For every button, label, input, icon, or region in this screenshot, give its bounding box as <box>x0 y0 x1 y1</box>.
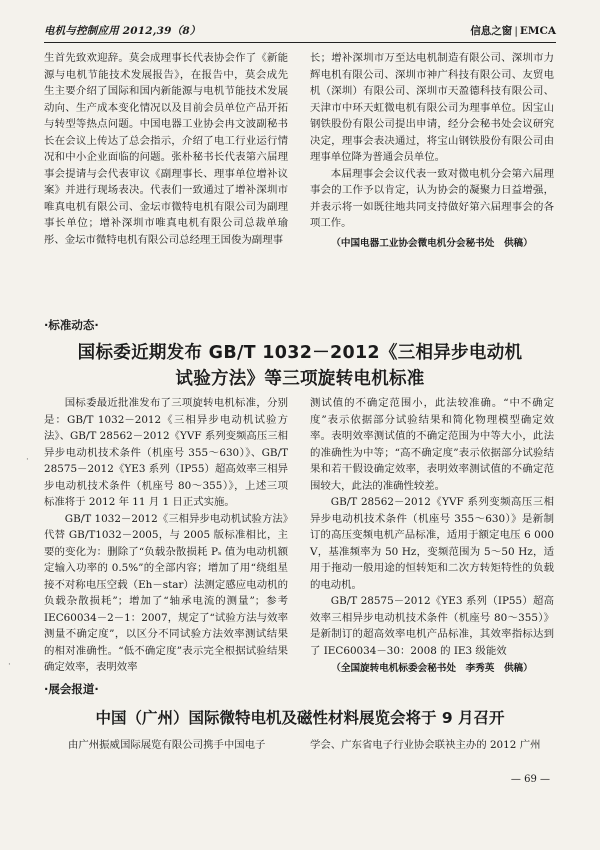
standards-paragraph-1: 国标委最近批准发布了三项旋转电机标准，分别是：GB/T 1032－2012《三相异步电动机试验方法》、GB/T 28562－2012《YVF 系列变频高压三相异步电动机技术条件（机座号 355～630）》、GB/T 28575－2012《YE3 系列（IP55）超高效率三相异步电动机技术条件（机座号 80～355）》，上述三项标准将于 2012 年 11 月 1 日正式实施。 <box>44 397 288 508</box>
page-number: — 69 — <box>510 774 550 785</box>
standards-signature: （全国旋转电机标委会秘书处 李秀英 供稿） <box>331 663 533 674</box>
section-label-exhibition: ·展会报道· <box>44 682 99 696</box>
standards-left-column <box>44 395 288 676</box>
margin-dot: · <box>8 660 11 670</box>
article1-right-column <box>310 50 554 252</box>
journal-abbreviation: EMCA <box>519 25 556 37</box>
exhibition-right-text: 学会、广东省电子行业协会联袂主办的 2012 广州 <box>310 739 541 751</box>
section-name: 信息之窗 <box>470 25 513 37</box>
journal-citation: 电机与控制应用 2012,39（8） <box>44 25 201 37</box>
exhibition-headline: 中国（广州）国际微特电机及磁性材料展览会将于 9 月召开 <box>95 709 505 727</box>
standards-paragraph-2: GB/T 1032－2012《三相异步电动机试验方法》代替 GB/T1032－2005，与 2005 版标准相比，主要的变化为：删除了“负载杂散损耗 Pₛ 值为电动机额定输入功率的 0.5%”的全部内容；增加了用“绕组星接不对称电压空载（Eh－star）法测定感应电动机的负载杂散损耗”；增加了“轴承电流的测量”；参考 IEC60034－2－1：2007，规定了“试验方法与效率测量不确定度”，以区分不同试验方法效率测试结果的相对准确性。“低不确定度”表示完全根据试验结果确定效率，表明效率 <box>44 512 288 673</box>
headline-line-2: 试验方法》等三项旋转电机标准 <box>175 369 425 389</box>
standards-right-column <box>310 395 554 678</box>
standards-paragraph-3: 测试值的不确定范围小，此法较准确。“中不确定度”表示依据部分试验结果和简化物理模型确定效率。表明效率测试值的不确定范围为中等大小，此法的准确性为中等；“高不确定度”表示依据部分试验结果和若干假设确定效率，表明效率测试值的不确定范围较大，此法的准确性较差。 <box>310 397 554 492</box>
standards-paragraph-5: GB/T 28575－2012《YE3 系列（IP55）超高效率三相异步电动机技术条件（机座号 80～355）》是新制订的超高效率电机产品标准，其效率指标达到了 IEC60034－30：2008 的 IE3 级能效 <box>310 595 554 657</box>
article1-signature: （中国电器工业协会微电机分会秘书处 供稿） <box>331 237 533 249</box>
running-header <box>44 20 556 43</box>
section-tag <box>470 23 556 38</box>
article1-closing-paragraph: 本届理事会会议代表一致对微电机分会第六届理事会的工作予以肯定，认为协会的凝聚力日益增强，并表示将一如既往地共同支持做好第六届理事会的各项工作。 <box>310 167 554 229</box>
headline-line-1: 国标委近期发布 GB/T 1032－2012《三相异步电动机 <box>77 343 523 363</box>
header-separator: | <box>514 25 518 37</box>
standards-headline <box>60 340 540 392</box>
article1-right-text: 长；增补深圳市万至达电机制造有限公司、深圳市力辉电机有限公司、深圳市神广科技有限公司、友贸电机（深圳）有限公司、深圳市天盈德科技有限公司、天津市中环天虹微电机有限公司为理事单位。因宝山钢铁股份有限公司提出申请，经分会秘书处会议研究决定，理事会表决通过，将宝山钢铁股份有限公司由理事单位降为普通会员单位。 <box>310 52 554 163</box>
margin-dot: · <box>26 455 29 465</box>
standards-paragraph-4: GB/T 28562－2012《YVF 系列变频高压三相异步电动机技术条件（机座号 355～630）》是新制订的高压变频电机产品标准，适用于额定电压 6 000 V，基准频率为 50 Hz，变频范围为 5～50 Hz，适用于拖动一般用途的恒转矩和二次方转矩特性的负载的电动机。 <box>310 496 554 591</box>
article1-left-text: 生首先致欢迎辞。莫会成理事长代表协会作了《新能源与电机节能技术发展报告》，在报告中，莫会成先生主要介绍了国际和国内新能源与电机节能技术发展动向、生产成本变化情况以及目前会员单位产品开拓与转型等热点问题。中国电器工业协会冉文波副秘书长在会议上传达了总会指示，介绍了电工行业运行情况和中小企业面临的问题。张朴秘书长代表第六届理事会提请与会代表审议《副理事长、理事单位增补议案》并进行现场表决。代表们一致通过了增补深圳市唯真电机有限公司、金坛市微特电机有限公司为副理事长单位；增补深圳市唯真电机有限公司总裁单瑜彤、金坛市微特电机有限公司总经理王国俊为副理事 <box>44 52 288 246</box>
article1-left-column <box>44 50 288 248</box>
section-label-standards: ·标准动态· <box>44 318 99 332</box>
exhibition-left-text: 由广州振威国际展览有限公司携手中国电子 <box>68 739 266 751</box>
